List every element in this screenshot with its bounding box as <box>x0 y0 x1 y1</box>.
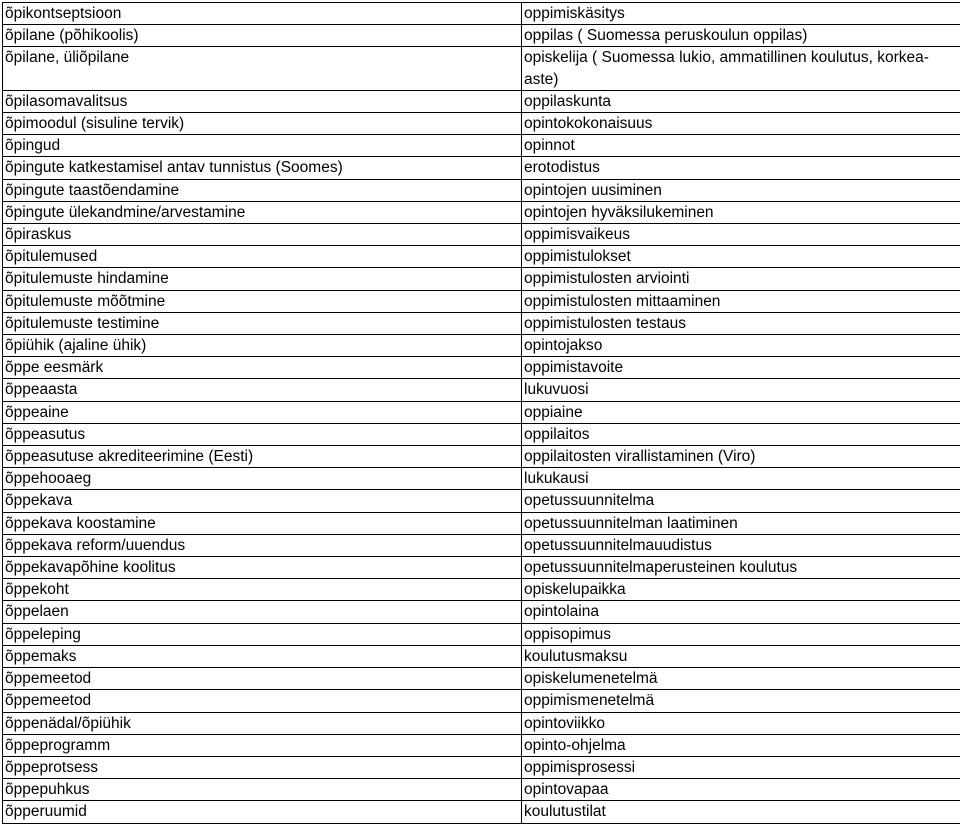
estonian-term-cell: õppeprogramm <box>3 734 522 756</box>
estonian-term-cell: õpikontseptsioon <box>3 3 522 25</box>
table-row <box>3 201 960 223</box>
estonian-term-cell: õpingute ülekandmine/arvestamine <box>3 201 522 223</box>
table-row <box>3 423 960 445</box>
table-row <box>3 113 960 135</box>
estonian-term-cell: õpingud <box>3 135 522 157</box>
table-row <box>3 601 960 623</box>
table-row <box>3 712 960 734</box>
estonian-term-cell: õpitulemuste mõõtmine <box>3 290 522 312</box>
table-row <box>3 668 960 690</box>
estonian-term-cell: õppe eesmärk <box>3 357 522 379</box>
finnish-term-cell: opetussuunnitelmauudistus <box>522 534 960 556</box>
estonian-term-cell: õpilane (põhikoolis) <box>3 25 522 47</box>
finnish-term-cell: opetussuunnitelmaperusteinen koulutus <box>522 557 960 579</box>
finnish-term-cell: oppilas ( Suomessa peruskoulun oppilas) <box>522 25 960 47</box>
finnish-term-cell: opiskelupaikka <box>522 579 960 601</box>
estonian-term-cell: õppemeetod <box>3 668 522 690</box>
finnish-term-cell: oppimistulosten testaus <box>522 312 960 334</box>
estonian-term-cell: õpiraskus <box>3 224 522 246</box>
table-row <box>3 268 960 290</box>
table-row <box>3 312 960 334</box>
finnish-term-cell: opintokokonaisuus <box>522 113 960 135</box>
finnish-term-cell: oppilaitos <box>522 423 960 445</box>
table-row <box>3 90 960 112</box>
finnish-term-cell: koulutusmaksu <box>522 645 960 667</box>
table-row <box>3 379 960 401</box>
estonian-term-cell: õpimoodul (sisuline tervik) <box>3 113 522 135</box>
estonian-term-cell: õppekava koostamine <box>3 512 522 534</box>
estonian-term-cell: õppepuhkus <box>3 779 522 801</box>
table-row <box>3 47 960 90</box>
finnish-term-cell: oppimiskäsitys <box>522 3 960 25</box>
estonian-term-cell: õppemeetod <box>3 690 522 712</box>
table-row <box>3 512 960 534</box>
table-row <box>3 557 960 579</box>
estonian-term-cell: õppeaine <box>3 401 522 423</box>
finnish-term-cell: oppimistulokset <box>522 246 960 268</box>
estonian-term-cell: õpitulemuste hindamine <box>3 268 522 290</box>
estonian-term-cell: õppekavapõhine koolitus <box>3 557 522 579</box>
finnish-term-cell: opintolaina <box>522 601 960 623</box>
estonian-term-cell: õpitulemuste testimine <box>3 312 522 334</box>
table-row <box>3 534 960 556</box>
table-row <box>3 579 960 601</box>
table-row <box>3 246 960 268</box>
finnish-term-cell: oppimismenetelmä <box>522 690 960 712</box>
estonian-term-cell: õpingute taastõendamine <box>3 179 522 201</box>
table-row <box>3 25 960 47</box>
finnish-term-cell: oppimistavoite <box>522 357 960 379</box>
table-row <box>3 290 960 312</box>
estonian-term-cell: õppeprotsess <box>3 756 522 778</box>
estonian-term-cell: õppeasutuse akrediteerimine (Eesti) <box>3 446 522 468</box>
finnish-term-cell: oppilaskunta <box>522 90 960 112</box>
finnish-term-cell: opiskelija ( Suomessa lukio, ammatillinen koulutus, korkea-aste) <box>522 47 960 90</box>
estonian-term-cell: õppeaasta <box>3 379 522 401</box>
estonian-term-cell: õppekoht <box>3 579 522 601</box>
finnish-term-cell: oppimisprosessi <box>522 756 960 778</box>
table-row <box>3 756 960 778</box>
finnish-term-cell: opinnot <box>522 135 960 157</box>
finnish-term-cell: opintovapaa <box>522 779 960 801</box>
finnish-term-cell: opintojen hyväksilukeminen <box>522 201 960 223</box>
finnish-term-cell: lukuvuosi <box>522 379 960 401</box>
estonian-term-cell: õpilasomavalitsus <box>3 90 522 112</box>
glossary-body <box>3 3 960 824</box>
table-row <box>3 779 960 801</box>
table-row <box>3 357 960 379</box>
finnish-term-cell: oppimistulosten mittaaminen <box>522 290 960 312</box>
finnish-term-cell: opintojakso <box>522 335 960 357</box>
table-row <box>3 157 960 179</box>
estonian-term-cell: õppeleping <box>3 623 522 645</box>
estonian-term-cell: õppehooaeg <box>3 468 522 490</box>
finnish-term-cell: oppimisvaikeus <box>522 224 960 246</box>
table-row <box>3 734 960 756</box>
table-row <box>3 224 960 246</box>
table-row <box>3 335 960 357</box>
finnish-term-cell: oppisopimus <box>522 623 960 645</box>
table-row <box>3 801 960 823</box>
table-row <box>3 468 960 490</box>
estonian-term-cell: õpitulemused <box>3 246 522 268</box>
estonian-term-cell: õppelaen <box>3 601 522 623</box>
estonian-term-cell: õpiühik (ajaline ühik) <box>3 335 522 357</box>
estonian-term-cell: õpingute katkestamisel antav tunnistus (Soomes) <box>3 157 522 179</box>
estonian-term-cell: õppemaks <box>3 645 522 667</box>
table-row <box>3 135 960 157</box>
finnish-term-cell: opetussuunnitelman laatiminen <box>522 512 960 534</box>
estonian-term-cell: õppekava reform/uuendus <box>3 534 522 556</box>
finnish-term-cell: oppilaitosten virallistaminen (Viro) <box>522 446 960 468</box>
finnish-term-cell: opintoviikko <box>522 712 960 734</box>
table-row <box>3 690 960 712</box>
table-row <box>3 623 960 645</box>
table-row <box>3 645 960 667</box>
estonian-term-cell: õpilane, üliõpilane <box>3 47 522 90</box>
estonian-term-cell: õppenädal/õpiühik <box>3 712 522 734</box>
estonian-term-cell: õppeasutus <box>3 423 522 445</box>
estonian-term-cell: õpperuumid <box>3 801 522 823</box>
table-row <box>3 179 960 201</box>
glossary-table <box>2 2 960 824</box>
table-row <box>3 446 960 468</box>
finnish-term-cell: lukukausi <box>522 468 960 490</box>
finnish-term-cell: opintojen uusiminen <box>522 179 960 201</box>
table-row <box>3 3 960 25</box>
finnish-term-cell: oppimistulosten arviointi <box>522 268 960 290</box>
finnish-term-cell: koulutustilat <box>522 801 960 823</box>
finnish-term-cell: opinto-ohjelma <box>522 734 960 756</box>
estonian-term-cell: õppekava <box>3 490 522 512</box>
table-row <box>3 401 960 423</box>
finnish-term-cell: oppiaine <box>522 401 960 423</box>
finnish-term-cell: opetussuunnitelma <box>522 490 960 512</box>
table-row <box>3 490 960 512</box>
finnish-term-cell: opiskelumenetelmä <box>522 668 960 690</box>
finnish-term-cell: erotodistus <box>522 157 960 179</box>
